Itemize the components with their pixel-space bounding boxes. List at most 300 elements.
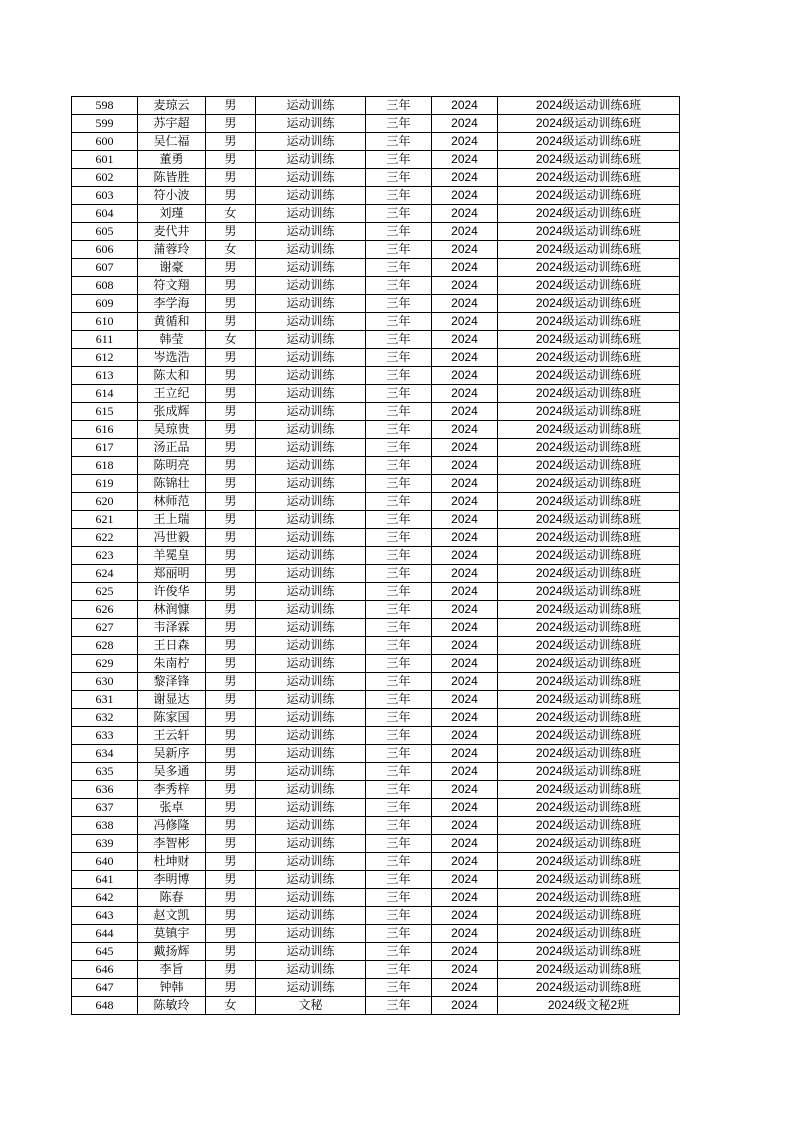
enrollment-year-cell: 2024 (432, 763, 498, 781)
student-name-cell: 吴琼贵 (138, 421, 206, 439)
major-cell: 运动训练 (256, 889, 366, 907)
major-cell: 运动训练 (256, 367, 366, 385)
table-row (72, 169, 680, 187)
gender-cell: 男 (206, 907, 256, 925)
duration-cell: 三年 (366, 187, 432, 205)
gender-cell: 男 (206, 133, 256, 151)
class-name-cell: 2024级运动训练8班 (498, 853, 680, 871)
enrollment-year-cell: 2024 (432, 925, 498, 943)
class-name-cell: 2024级运动训练8班 (498, 565, 680, 583)
table-row (72, 457, 680, 475)
student-name-cell: 郑丽明 (138, 565, 206, 583)
duration-cell: 三年 (366, 817, 432, 835)
student-name-cell: 王立纪 (138, 385, 206, 403)
major-cell: 运动训练 (256, 259, 366, 277)
student-name-cell: 陈春 (138, 889, 206, 907)
row-number-cell: 646 (72, 961, 138, 979)
major-cell: 运动训练 (256, 385, 366, 403)
row-number-cell: 644 (72, 925, 138, 943)
major-cell: 运动训练 (256, 133, 366, 151)
major-cell: 运动训练 (256, 745, 366, 763)
enrollment-year-cell: 2024 (432, 781, 498, 799)
row-number-cell: 643 (72, 907, 138, 925)
gender-cell: 男 (206, 727, 256, 745)
class-name-cell: 2024级运动训练8班 (498, 943, 680, 961)
enrollment-year-cell: 2024 (432, 295, 498, 313)
class-name-cell: 2024级运动训练6班 (498, 151, 680, 169)
class-name-cell: 2024级运动训练8班 (498, 511, 680, 529)
table-row (72, 331, 680, 349)
major-cell: 运动训练 (256, 691, 366, 709)
class-name-cell: 2024级文秘2班 (498, 997, 680, 1015)
major-cell: 运动训练 (256, 115, 366, 133)
gender-cell: 男 (206, 187, 256, 205)
gender-cell: 男 (206, 313, 256, 331)
enrollment-year-cell: 2024 (432, 655, 498, 673)
enrollment-year-cell: 2024 (432, 403, 498, 421)
duration-cell: 三年 (366, 691, 432, 709)
table-row (72, 691, 680, 709)
class-name-cell: 2024级运动训练8班 (498, 763, 680, 781)
enrollment-year-cell: 2024 (432, 835, 498, 853)
student-name-cell: 王上瑞 (138, 511, 206, 529)
gender-cell: 男 (206, 115, 256, 133)
student-name-cell: 吴多通 (138, 763, 206, 781)
duration-cell: 三年 (366, 115, 432, 133)
gender-cell: 男 (206, 277, 256, 295)
class-name-cell: 2024级运动训练8班 (498, 601, 680, 619)
student-name-cell: 黎泽锋 (138, 673, 206, 691)
major-cell: 运动训练 (256, 457, 366, 475)
enrollment-year-cell: 2024 (432, 475, 498, 493)
duration-cell: 三年 (366, 241, 432, 259)
class-name-cell: 2024级运动训练8班 (498, 655, 680, 673)
row-number-cell: 618 (72, 457, 138, 475)
row-number-cell: 608 (72, 277, 138, 295)
student-name-cell: 莫镇宇 (138, 925, 206, 943)
row-number-cell: 633 (72, 727, 138, 745)
table-row (72, 817, 680, 835)
row-number-cell: 611 (72, 331, 138, 349)
row-number-cell: 614 (72, 385, 138, 403)
gender-cell: 男 (206, 655, 256, 673)
class-name-cell: 2024级运动训练6班 (498, 331, 680, 349)
gender-cell: 男 (206, 547, 256, 565)
row-number-cell: 609 (72, 295, 138, 313)
table-row (72, 871, 680, 889)
table-row (72, 763, 680, 781)
student-name-cell: 李秀梓 (138, 781, 206, 799)
row-number-cell: 641 (72, 871, 138, 889)
duration-cell: 三年 (366, 799, 432, 817)
duration-cell: 三年 (366, 673, 432, 691)
enrollment-year-cell: 2024 (432, 709, 498, 727)
class-name-cell: 2024级运动训练8班 (498, 457, 680, 475)
major-cell: 运动训练 (256, 529, 366, 547)
row-number-cell: 631 (72, 691, 138, 709)
table-row (72, 259, 680, 277)
gender-cell: 女 (206, 331, 256, 349)
enrollment-year-cell: 2024 (432, 907, 498, 925)
class-name-cell: 2024级运动训练8班 (498, 673, 680, 691)
class-name-cell: 2024级运动训练6班 (498, 277, 680, 295)
major-cell: 运动训练 (256, 925, 366, 943)
student-name-cell: 符小波 (138, 187, 206, 205)
table-row (72, 133, 680, 151)
student-name-cell: 董勇 (138, 151, 206, 169)
duration-cell: 三年 (366, 349, 432, 367)
gender-cell: 男 (206, 853, 256, 871)
major-cell: 运动训练 (256, 547, 366, 565)
table-row (72, 547, 680, 565)
class-name-cell: 2024级运动训练8班 (498, 727, 680, 745)
gender-cell: 男 (206, 673, 256, 691)
major-cell: 运动训练 (256, 907, 366, 925)
duration-cell: 三年 (366, 205, 432, 223)
table-row (72, 727, 680, 745)
duration-cell: 三年 (366, 619, 432, 637)
table-row (72, 781, 680, 799)
student-name-cell: 麦琼云 (138, 97, 206, 115)
row-number-cell: 617 (72, 439, 138, 457)
row-number-cell: 601 (72, 151, 138, 169)
row-number-cell: 623 (72, 547, 138, 565)
enrollment-year-cell: 2024 (432, 169, 498, 187)
enrollment-year-cell: 2024 (432, 943, 498, 961)
class-name-cell: 2024级运动训练8班 (498, 583, 680, 601)
enrollment-year-cell: 2024 (432, 223, 498, 241)
gender-cell: 男 (206, 367, 256, 385)
duration-cell: 三年 (366, 331, 432, 349)
enrollment-year-cell: 2024 (432, 97, 498, 115)
class-name-cell: 2024级运动训练8班 (498, 799, 680, 817)
class-name-cell: 2024级运动训练8班 (498, 925, 680, 943)
class-name-cell: 2024级运动训练6班 (498, 313, 680, 331)
gender-cell: 男 (206, 259, 256, 277)
duration-cell: 三年 (366, 709, 432, 727)
enrollment-year-cell: 2024 (432, 115, 498, 133)
enrollment-year-cell: 2024 (432, 511, 498, 529)
enrollment-year-cell: 2024 (432, 349, 498, 367)
gender-cell: 男 (206, 439, 256, 457)
duration-cell: 三年 (366, 511, 432, 529)
enrollment-year-cell: 2024 (432, 853, 498, 871)
table-row (72, 979, 680, 997)
table-row (72, 583, 680, 601)
student-name-cell: 冯修隆 (138, 817, 206, 835)
duration-cell: 三年 (366, 979, 432, 997)
major-cell: 运动训练 (256, 835, 366, 853)
major-cell: 运动训练 (256, 313, 366, 331)
gender-cell: 男 (206, 475, 256, 493)
row-number-cell: 610 (72, 313, 138, 331)
gender-cell: 男 (206, 295, 256, 313)
row-number-cell: 645 (72, 943, 138, 961)
class-name-cell: 2024级运动训练6班 (498, 295, 680, 313)
enrollment-year-cell: 2024 (432, 871, 498, 889)
major-cell: 运动训练 (256, 979, 366, 997)
duration-cell: 三年 (366, 583, 432, 601)
student-name-cell: 汤正品 (138, 439, 206, 457)
student-name-cell: 苏宇超 (138, 115, 206, 133)
row-number-cell: 621 (72, 511, 138, 529)
class-name-cell: 2024级运动训练6班 (498, 241, 680, 259)
duration-cell: 三年 (366, 871, 432, 889)
table-row (72, 655, 680, 673)
table-row (72, 943, 680, 961)
table-row (72, 511, 680, 529)
student-name-cell: 钟韩 (138, 979, 206, 997)
enrollment-year-cell: 2024 (432, 529, 498, 547)
duration-cell: 三年 (366, 493, 432, 511)
enrollment-year-cell: 2024 (432, 439, 498, 457)
enrollment-year-cell: 2024 (432, 241, 498, 259)
duration-cell: 三年 (366, 655, 432, 673)
student-name-cell: 陈皆胜 (138, 169, 206, 187)
gender-cell: 男 (206, 529, 256, 547)
major-cell: 运动训练 (256, 799, 366, 817)
gender-cell: 男 (206, 925, 256, 943)
duration-cell: 三年 (366, 133, 432, 151)
duration-cell: 三年 (366, 565, 432, 583)
table-row (72, 295, 680, 313)
table-row (72, 475, 680, 493)
class-name-cell: 2024级运动训练8班 (498, 493, 680, 511)
major-cell: 运动训练 (256, 619, 366, 637)
major-cell: 运动训练 (256, 511, 366, 529)
student-name-cell: 冯世毅 (138, 529, 206, 547)
row-number-cell: 606 (72, 241, 138, 259)
major-cell: 运动训练 (256, 349, 366, 367)
student-name-cell: 王日森 (138, 637, 206, 655)
class-name-cell: 2024级运动训练8班 (498, 961, 680, 979)
table-row (72, 835, 680, 853)
duration-cell: 三年 (366, 997, 432, 1015)
row-number-cell: 636 (72, 781, 138, 799)
table-row (72, 97, 680, 115)
row-number-cell: 602 (72, 169, 138, 187)
table-row (72, 403, 680, 421)
duration-cell: 三年 (366, 925, 432, 943)
major-cell: 运动训练 (256, 817, 366, 835)
student-name-cell: 赵文凯 (138, 907, 206, 925)
major-cell: 运动训练 (256, 943, 366, 961)
major-cell: 运动训练 (256, 223, 366, 241)
duration-cell: 三年 (366, 907, 432, 925)
row-number-cell: 615 (72, 403, 138, 421)
duration-cell: 三年 (366, 97, 432, 115)
duration-cell: 三年 (366, 151, 432, 169)
class-name-cell: 2024级运动训练8班 (498, 871, 680, 889)
enrollment-year-cell: 2024 (432, 313, 498, 331)
major-cell: 运动训练 (256, 709, 366, 727)
row-number-cell: 605 (72, 223, 138, 241)
student-name-cell: 蒲蓉玲 (138, 241, 206, 259)
table-row (72, 187, 680, 205)
class-name-cell: 2024级运动训练8班 (498, 385, 680, 403)
row-number-cell: 624 (72, 565, 138, 583)
gender-cell: 女 (206, 205, 256, 223)
major-cell: 运动训练 (256, 403, 366, 421)
class-name-cell: 2024级运动训练8班 (498, 745, 680, 763)
gender-cell: 男 (206, 979, 256, 997)
major-cell: 运动训练 (256, 565, 366, 583)
student-name-cell: 陈敏玲 (138, 997, 206, 1015)
enrollment-year-cell: 2024 (432, 331, 498, 349)
row-number-cell: 638 (72, 817, 138, 835)
gender-cell: 男 (206, 961, 256, 979)
gender-cell: 男 (206, 565, 256, 583)
major-cell: 运动训练 (256, 601, 366, 619)
class-name-cell: 2024级运动训练8班 (498, 475, 680, 493)
row-number-cell: 640 (72, 853, 138, 871)
class-name-cell: 2024级运动训练6班 (498, 187, 680, 205)
gender-cell: 男 (206, 583, 256, 601)
enrollment-year-cell: 2024 (432, 457, 498, 475)
duration-cell: 三年 (366, 169, 432, 187)
gender-cell: 男 (206, 619, 256, 637)
class-name-cell: 2024级运动训练8班 (498, 979, 680, 997)
student-name-cell: 刘瑾 (138, 205, 206, 223)
duration-cell: 三年 (366, 439, 432, 457)
class-name-cell: 2024级运动训练8班 (498, 403, 680, 421)
class-name-cell: 2024级运动训练8班 (498, 817, 680, 835)
major-cell: 运动训练 (256, 187, 366, 205)
major-cell: 运动训练 (256, 583, 366, 601)
class-name-cell: 2024级运动训练6班 (498, 97, 680, 115)
major-cell: 运动训练 (256, 637, 366, 655)
student-name-cell: 黄循和 (138, 313, 206, 331)
row-number-cell: 604 (72, 205, 138, 223)
table-row (72, 421, 680, 439)
table-row (72, 709, 680, 727)
student-name-cell: 林师范 (138, 493, 206, 511)
gender-cell: 男 (206, 151, 256, 169)
row-number-cell: 648 (72, 997, 138, 1015)
gender-cell: 男 (206, 385, 256, 403)
class-name-cell: 2024级运动训练8班 (498, 421, 680, 439)
class-name-cell: 2024级运动训练8班 (498, 619, 680, 637)
major-cell: 运动训练 (256, 421, 366, 439)
row-number-cell: 622 (72, 529, 138, 547)
table-row (72, 241, 680, 259)
row-number-cell: 642 (72, 889, 138, 907)
class-name-cell: 2024级运动训练6班 (498, 115, 680, 133)
row-number-cell: 598 (72, 97, 138, 115)
enrollment-year-cell: 2024 (432, 133, 498, 151)
class-name-cell: 2024级运动训练6班 (498, 223, 680, 241)
duration-cell: 三年 (366, 601, 432, 619)
student-name-cell: 许俊华 (138, 583, 206, 601)
duration-cell: 三年 (366, 421, 432, 439)
class-name-cell: 2024级运动训练8班 (498, 691, 680, 709)
gender-cell: 男 (206, 169, 256, 187)
table-row (72, 367, 680, 385)
duration-cell: 三年 (366, 835, 432, 853)
student-name-cell: 岑选浩 (138, 349, 206, 367)
enrollment-year-cell: 2024 (432, 727, 498, 745)
class-name-cell: 2024级运动训练6班 (498, 259, 680, 277)
row-number-cell: 629 (72, 655, 138, 673)
student-name-cell: 张成辉 (138, 403, 206, 421)
row-number-cell: 625 (72, 583, 138, 601)
row-number-cell: 627 (72, 619, 138, 637)
enrollment-year-cell: 2024 (432, 385, 498, 403)
duration-cell: 三年 (366, 889, 432, 907)
row-number-cell: 630 (72, 673, 138, 691)
enrollment-year-cell: 2024 (432, 493, 498, 511)
student-name-cell: 吴仁福 (138, 133, 206, 151)
major-cell: 运动训练 (256, 493, 366, 511)
table-row (72, 205, 680, 223)
row-number-cell: 635 (72, 763, 138, 781)
class-name-cell: 2024级运动训练8班 (498, 529, 680, 547)
duration-cell: 三年 (366, 457, 432, 475)
class-name-cell: 2024级运动训练8班 (498, 907, 680, 925)
enrollment-year-cell: 2024 (432, 277, 498, 295)
gender-cell: 男 (206, 763, 256, 781)
student-name-cell: 羊冕皇 (138, 547, 206, 565)
table-row (72, 151, 680, 169)
row-number-cell: 632 (72, 709, 138, 727)
row-number-cell: 612 (72, 349, 138, 367)
student-name-cell: 陈锦壮 (138, 475, 206, 493)
student-name-cell: 李智彬 (138, 835, 206, 853)
major-cell: 运动训练 (256, 961, 366, 979)
major-cell: 运动训练 (256, 673, 366, 691)
class-name-cell: 2024级运动训练6班 (498, 133, 680, 151)
duration-cell: 三年 (366, 223, 432, 241)
table-row (72, 313, 680, 331)
gender-cell: 女 (206, 241, 256, 259)
enrollment-year-cell: 2024 (432, 619, 498, 637)
row-number-cell: 607 (72, 259, 138, 277)
enrollment-year-cell: 2024 (432, 799, 498, 817)
major-cell: 运动训练 (256, 241, 366, 259)
major-cell: 运动训练 (256, 439, 366, 457)
gender-cell: 男 (206, 601, 256, 619)
student-name-cell: 朱南柠 (138, 655, 206, 673)
student-name-cell: 麦代井 (138, 223, 206, 241)
class-name-cell: 2024级运动训练8班 (498, 547, 680, 565)
row-number-cell: 613 (72, 367, 138, 385)
enrollment-year-cell: 2024 (432, 259, 498, 277)
table-row (72, 601, 680, 619)
class-name-cell: 2024级运动训练6班 (498, 205, 680, 223)
student-roster-table (71, 96, 680, 1015)
duration-cell: 三年 (366, 727, 432, 745)
major-cell: 运动训练 (256, 727, 366, 745)
student-name-cell: 戴扬辉 (138, 943, 206, 961)
gender-cell: 男 (206, 403, 256, 421)
table-row (72, 637, 680, 655)
enrollment-year-cell: 2024 (432, 583, 498, 601)
student-name-cell: 李旨 (138, 961, 206, 979)
table-row (72, 997, 680, 1015)
gender-cell: 男 (206, 745, 256, 763)
major-cell: 运动训练 (256, 169, 366, 187)
gender-cell: 男 (206, 637, 256, 655)
gender-cell: 男 (206, 817, 256, 835)
table-row (72, 529, 680, 547)
student-name-cell: 李学海 (138, 295, 206, 313)
major-cell: 运动训练 (256, 781, 366, 799)
student-name-cell: 陈家国 (138, 709, 206, 727)
duration-cell: 三年 (366, 529, 432, 547)
row-number-cell: 637 (72, 799, 138, 817)
table-row (72, 115, 680, 133)
enrollment-year-cell: 2024 (432, 673, 498, 691)
